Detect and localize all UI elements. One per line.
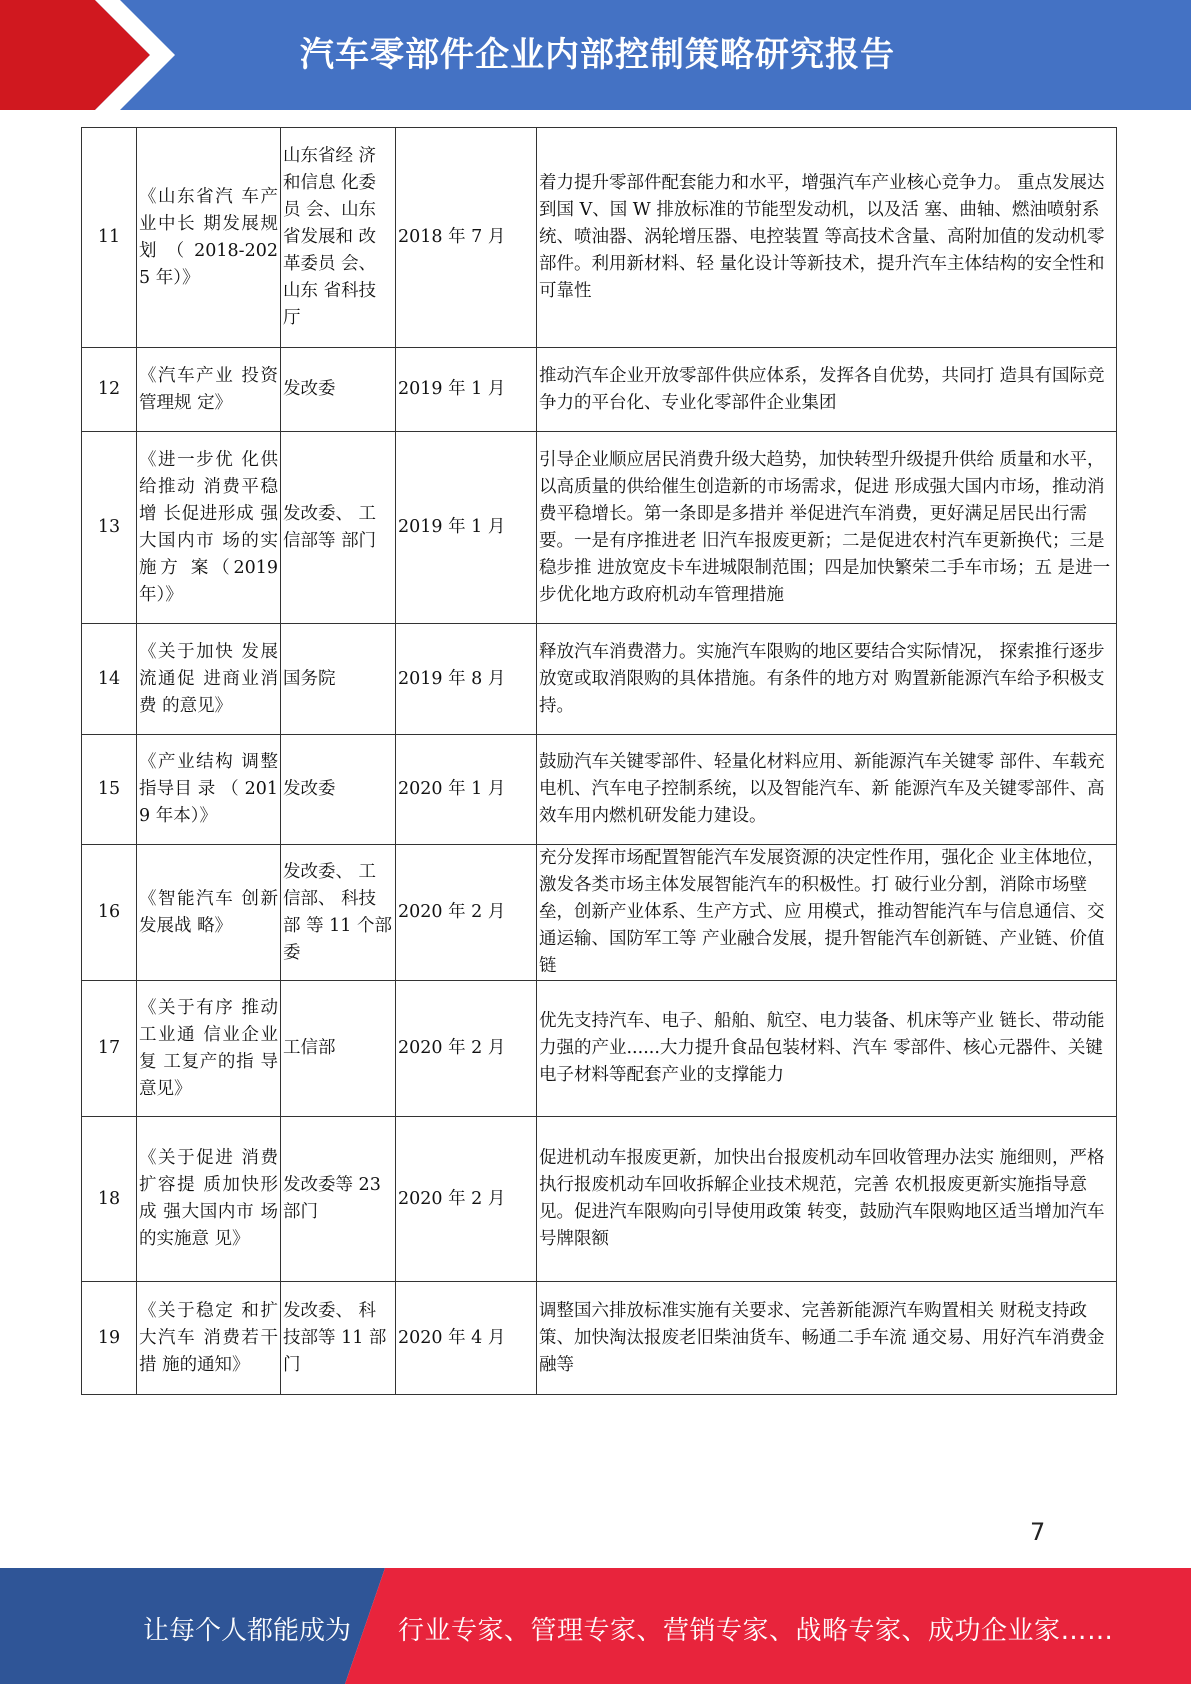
issuing-department: 发改委等 23 部门: [281, 1117, 396, 1282]
row-number: 12: [82, 348, 137, 432]
issuing-department: 国务院: [281, 624, 396, 735]
policy-name: 《关于促进 消费扩容提 质加快形成 强大国内市 场的实施意 见》: [137, 1117, 281, 1282]
table-row: [82, 348, 1117, 432]
row-number: 19: [82, 1282, 137, 1395]
issuing-department: 工信部: [281, 981, 396, 1117]
table-row: [82, 624, 1117, 735]
issuing-department: 发改委、 工信部、 科技部 等 11 个部委: [281, 845, 396, 981]
table-row: [82, 1282, 1117, 1395]
policy-content: 充分发挥市场配置智能汽车发展资源的决定性作用，强化企 业主体地位，激发各类市场主体发展智能汽车的积极性。打 破行业分割，消除市场壁垒，创新产业体系、生产方式、应 用模式，推动智能汽车与信息通信、交通运输、国防军工等 产业融合发展，提升智能汽车创新链、产业链、价值链: [537, 845, 1117, 981]
page-number: 7: [1030, 1518, 1046, 1546]
policy-name: 《智能汽车 创新发展战 略》: [137, 845, 281, 981]
table-row: [82, 735, 1117, 845]
table-row: [82, 1117, 1117, 1282]
issuing-department: 发改委、 科技部等 11 部门: [281, 1282, 396, 1395]
policy-name: 《汽车产业 投资管理规 定》: [137, 348, 281, 432]
issue-date: 2020 年 4 月: [396, 1282, 537, 1395]
policy-content: 着力提升零部件配套能力和水平，增强汽车产业核心竞争力。 重点发展达到国 V、国 W 排放标准的节能型发动机，以及活 塞、曲轴、燃油喷射系统、喷油器、涡轮增压器、电控装置 等高技术含量、高附加值的发动机零部件。利用新材料、轻 量化设计等新技术，提升汽车主体结构的安全性和可靠性: [537, 128, 1117, 348]
row-number: 13: [82, 432, 137, 624]
policy-content: 促进机动车报废更新，加快出台报废机动车回收管理办法实 施细则，严格执行报废机动车回收拆解企业技术规范，完善 农机报废更新实施指导意见。促进汽车限购向引导使用政策 转变，鼓励汽车限购地区适当增加汽车号牌限额: [537, 1117, 1117, 1282]
row-number: 14: [82, 624, 137, 735]
policy-content: 引导企业顺应居民消费升级大趋势，加快转型升级提升供给 质量和水平，以高质量的供给催生创造新的市场需求，促进 形成强大国内市场，推动消费平稳增长。第一条即是多措并 举促进汽车消费，更好满足居民出行需要。一是有序推进老 旧汽车报废更新；二是促进农村汽车更新换代；三是稳步推 进放宽皮卡车进城限制范围；四是加快繁荣二手车市场；五 是进一步优化地方政府机动车管理措施: [537, 432, 1117, 624]
footer-slogan-left: 让每个人都能成为: [143, 1616, 352, 1646]
issue-date: 2019 年 1 月: [396, 348, 537, 432]
policy-name: 《关于稳定 和扩大汽车 消费若干措 施的通知》: [137, 1282, 281, 1395]
policy-table-body: [82, 128, 1117, 1395]
row-number: 17: [82, 981, 137, 1117]
table-row: [82, 128, 1117, 348]
issue-date: 2020 年 1 月: [396, 735, 537, 845]
policy-name: 《关于有序 推动工业通 信业企业复 工复产的指 导意见》: [137, 981, 281, 1117]
document-title: 汽车零部件企业内部控制策略研究报告: [300, 35, 895, 75]
issue-date: 2020 年 2 月: [396, 845, 537, 981]
issue-date: 2020 年 2 月: [396, 1117, 537, 1282]
row-number: 11: [82, 128, 137, 348]
table-row: [82, 981, 1117, 1117]
policy-name: 《产业结构 调整指导目 录 （ 2019 年本）》: [137, 735, 281, 845]
page-footer: [0, 1568, 1191, 1684]
issuing-department: 发改委: [281, 735, 396, 845]
policy-name: 《山东省汽 车产业中长 期发展规划 （ 2018-2025 年）》: [137, 128, 281, 348]
row-number: 18: [82, 1117, 137, 1282]
issue-date: 2018 年 7 月: [396, 128, 537, 348]
policy-table: [81, 127, 1117, 1395]
row-number: 16: [82, 845, 137, 981]
issue-date: 2020 年 2 月: [396, 981, 537, 1117]
issuing-department: 山东省经 济和信息 化委员 会、山东省发展和 改革委员 会、山东 省科技厅: [281, 128, 396, 348]
issuing-department: 发改委: [281, 348, 396, 432]
page-header: [0, 0, 1191, 110]
policy-content: 推动汽车企业开放零部件供应体系，发挥各自优势，共同打 造具有国际竞争力的平台化、专业化零部件企业集团: [537, 348, 1117, 432]
policy-content: 调整国六排放标准实施有关要求、完善新能源汽车购置相关 财税支持政策、加快淘汰报废老旧柴油货车、畅通二手车流 通交易、用好汽车消费金融等: [537, 1282, 1117, 1395]
policy-name: 《进一步优 化供给推动 消费平稳增 长促进形成 强大国内市 场的实施方 案（2019 年）》: [137, 432, 281, 624]
footer-slogan-right: 行业专家、管理专家、营销专家、战略专家、成功企业家……: [398, 1616, 1114, 1646]
issue-date: 2019 年 1 月: [396, 432, 537, 624]
issuing-department: 发改委、 工信部等 部门: [281, 432, 396, 624]
policy-name: 《关于加快 发展流通促 进商业消费 的意见》: [137, 624, 281, 735]
row-number: 15: [82, 735, 137, 845]
issue-date: 2019 年 8 月: [396, 624, 537, 735]
policy-content: 鼓励汽车关键零部件、轻量化材料应用、新能源汽车关键零 部件、车载充电机、汽车电子控制系统，以及智能汽车、新 能源汽车及关键零部件、高效车用内燃机研发能力建设。: [537, 735, 1117, 845]
table-row: [82, 845, 1117, 981]
table-row: [82, 432, 1117, 624]
policy-content: 释放汽车消费潜力。实施汽车限购的地区要结合实际情况， 探索推行逐步放宽或取消限购的具体措施。有条件的地方对 购置新能源汽车给予积极支持。: [537, 624, 1117, 735]
policy-content: 优先支持汽车、电子、船舶、航空、电力装备、机床等产业 链长、带动能力强的产业......大力提升食品包装材料、汽车 零部件、核心元器件、关键电子材料等配套产业的支撑能力: [537, 981, 1117, 1117]
